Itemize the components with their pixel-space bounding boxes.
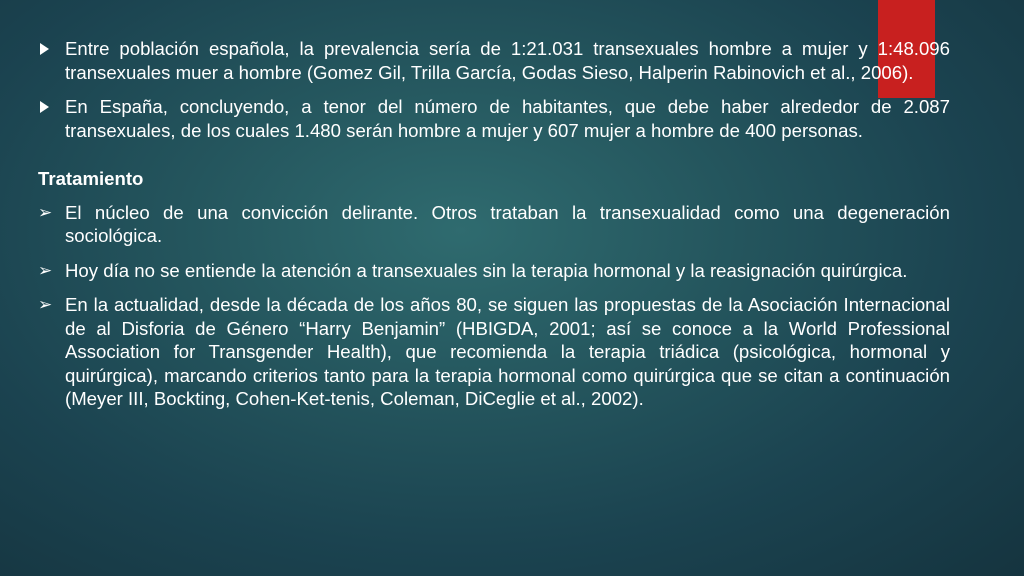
list-item-text: En España, concluyendo, a tenor del número de habitantes, que debe haber alrededor de 2.087 transexuales, de los cuales 1.480 serán hombre a mujer y 607 mujer a hombre de 400 personas. <box>65 96 950 141</box>
list-item-treatment-3 <box>38 293 950 411</box>
list-item-text: En la actualidad, desde la década de los años 80, se siguen las propuestas de la Asociación Internacional de al Disforia de Género “Harry Benjamin” (HBIGDA, 2001; así se conoce a la World Professional Association for Transgender Health), que recomienda la terapia triádica (psicológica, hormonal y quirúrgica), marcando criterios tanto para la terapia hormonal como quirúrgica que se citan a continuación (Meyer III, Bockting, Cohen-Ket-tenis, Coleman, DiCeglie et al., 2002). <box>65 294 950 409</box>
list-item-treatment-1 <box>38 201 950 248</box>
list-item-text: Hoy día no se entiende la atención a transexuales sin la terapia hormonal y la reasignación quirúrgica. <box>65 259 908 281</box>
list-item-prevalence-2 <box>38 95 950 142</box>
section-heading-tratamiento: Tratamiento <box>38 168 144 189</box>
list-item-text: Entre población española, la prevalencia sería de 1:21.031 transexuales hombre a mujer y 1:48.096 transexuales muer a hombre (Gomez Gil, Trilla García, Godas Sieso, Halperin Rabinovich et al., 2006). <box>65 38 950 83</box>
list-item-treatment-2 <box>38 259 950 283</box>
list-item-prevalence-1 <box>38 37 950 84</box>
arrow-bullet-icon: ➢ <box>38 295 53 314</box>
slide-content <box>38 37 950 411</box>
arrow-bullet-icon: ➢ <box>38 260 53 280</box>
triangle-bullet-icon <box>38 95 65 119</box>
triangle-bullet-icon <box>38 37 65 61</box>
list-item-text: El núcleo de una convicción delirante. Otros trataban la transexualidad como una degeneración sociológica. <box>65 201 950 246</box>
arrow-bullet-icon: ➢ <box>38 202 53 222</box>
